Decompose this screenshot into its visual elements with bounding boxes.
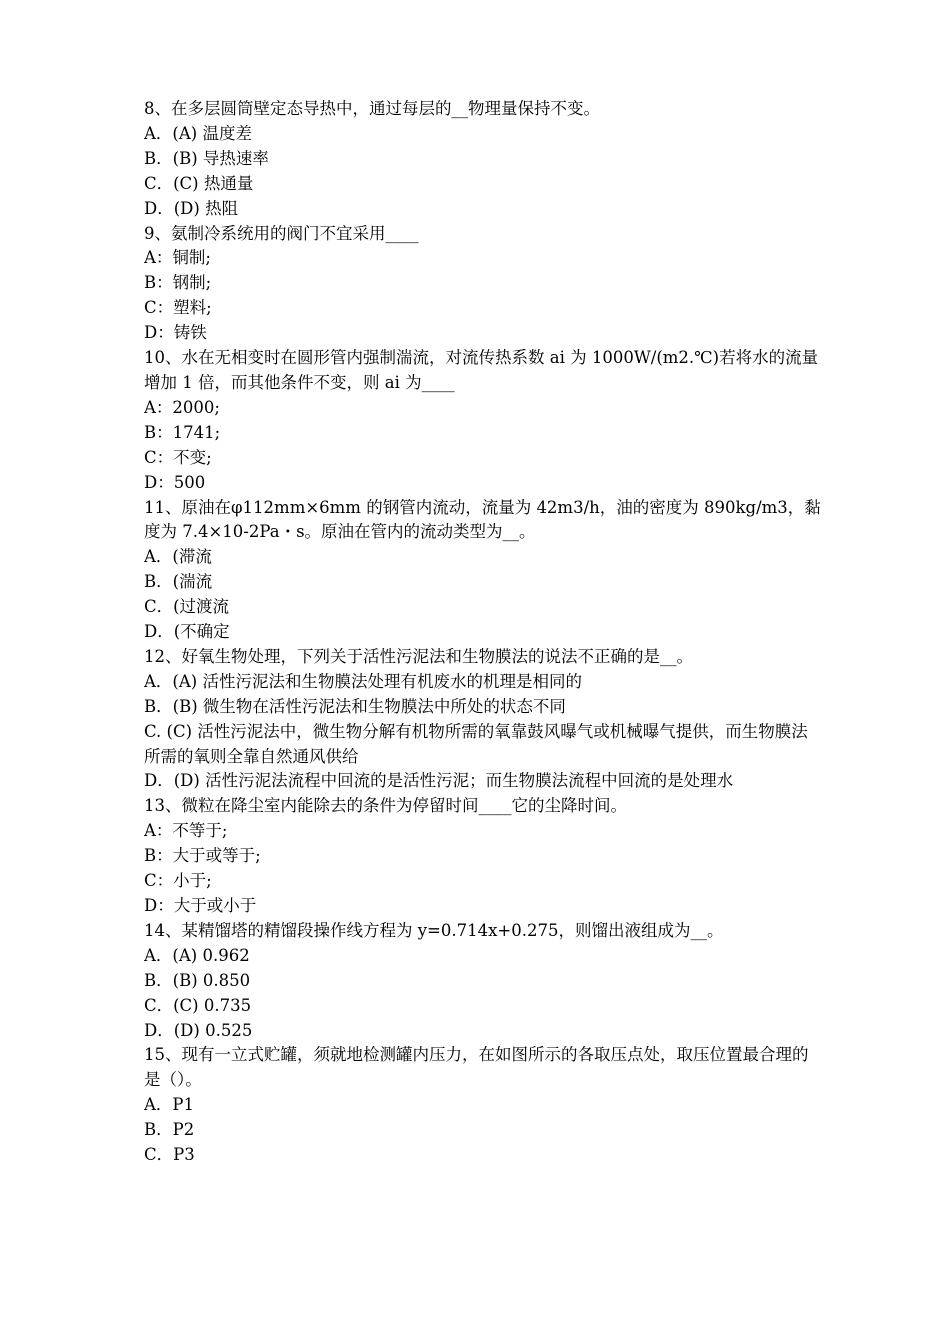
option-b: B．(B) 0.850 xyxy=(144,970,251,990)
option-b: B：大于或等于; xyxy=(144,846,261,866)
option-d: D：500 xyxy=(144,472,206,492)
question-list xyxy=(144,97,824,1168)
option-c: C：塑料; xyxy=(144,298,212,318)
question-15 xyxy=(144,1043,824,1168)
question-stem: 8、在多层圆筒壁定态导热中，通过每层的__物理量保持不变。 xyxy=(144,99,600,118)
option-d: D．(D) 活性污泥法流程中回流的是活性污泥；而生物膜法流程中回流的是处理水 xyxy=(144,771,734,791)
option-d: D：大于或小于 xyxy=(144,896,257,915)
option-c: C. (C) 活性污泥法中，微生物分解有机物所需的氧靠鼓风曝气或机械曝气提供，而生物膜法所需的氧则全靠自然通风供给 xyxy=(144,721,808,766)
question-11 xyxy=(144,496,824,645)
option-b: B．(湍流 xyxy=(144,572,213,592)
option-d: D．(不确定 xyxy=(144,622,230,642)
option-c: C：不变; xyxy=(144,447,212,467)
option-c: C．P3 xyxy=(144,1145,195,1165)
option-a: A．(滞流 xyxy=(144,547,212,567)
option-d: D．(D) 热阻 xyxy=(144,198,239,218)
question-13 xyxy=(144,794,824,919)
question-10 xyxy=(144,346,824,495)
option-b: B．(B) 导热速率 xyxy=(144,148,269,168)
option-a: A．(A) 活性污泥法和生物膜法处理有机废水的机理是相同的 xyxy=(144,671,582,691)
option-a: A：铜制; xyxy=(144,248,211,268)
question-8 xyxy=(144,97,824,222)
option-d: D．(D) 0.525 xyxy=(144,1020,253,1040)
option-c: C．(C) 0.735 xyxy=(144,995,252,1015)
question-stem: 12、好氧生物处理，下列关于活性污泥法和生物膜法的说法不正确的是__。 xyxy=(144,646,693,666)
option-c: C：小于; xyxy=(144,871,212,891)
question-stem: 10、水在无相变时在圆形管内强制湍流，对流传热系数 ai 为 1000W/(m2.℃)若将水的流量增加 1 倍，而其他条件不变，则 ai 为____ xyxy=(144,348,819,392)
question-stem: 14、某精馏塔的精馏段操作线方程为 y=0.714x+0.275，则馏出液组成为__。 xyxy=(144,920,724,940)
option-b: B．(B) 微生物在活性污泥法和生物膜法中所处的状态不同 xyxy=(144,696,566,716)
question-12 xyxy=(144,645,824,794)
question-14 xyxy=(144,919,824,1044)
option-a: A．(A) 温度差 xyxy=(144,123,252,143)
question-stem: 15、现有一立式贮罐，须就地检测罐内压力，在如图所示的各取压点处，取压位置最合理的是（）。 xyxy=(144,1045,809,1090)
option-b: B：钢制; xyxy=(144,273,212,293)
option-a: A：2000; xyxy=(144,397,220,417)
question-stem: 13、微粒在降尘室内能除去的条件为停留时间____它的尘降时间。 xyxy=(144,796,627,816)
question-9 xyxy=(144,222,824,347)
option-a: A．(A) 0.962 xyxy=(144,945,250,965)
option-a: A：不等于; xyxy=(144,821,228,841)
option-b: B．P2 xyxy=(144,1120,195,1140)
question-stem: 11、原油在φ112mm×6mm 的钢管内流动，流量为 42m3/h，油的密度为 890kg/m3，黏度为 7.4×10-2Pa・s。原油在管内的流动类型为__。 xyxy=(144,497,821,542)
question-stem: 9、氨制冷系统用的阀门不宜采用____ xyxy=(144,223,419,243)
option-c: C．(过渡流 xyxy=(144,597,230,617)
option-b: B：1741; xyxy=(144,422,221,442)
option-d: D：铸铁 xyxy=(144,323,207,343)
option-c: C．(C) 热通量 xyxy=(144,173,254,193)
option-a: A．P1 xyxy=(144,1095,195,1115)
